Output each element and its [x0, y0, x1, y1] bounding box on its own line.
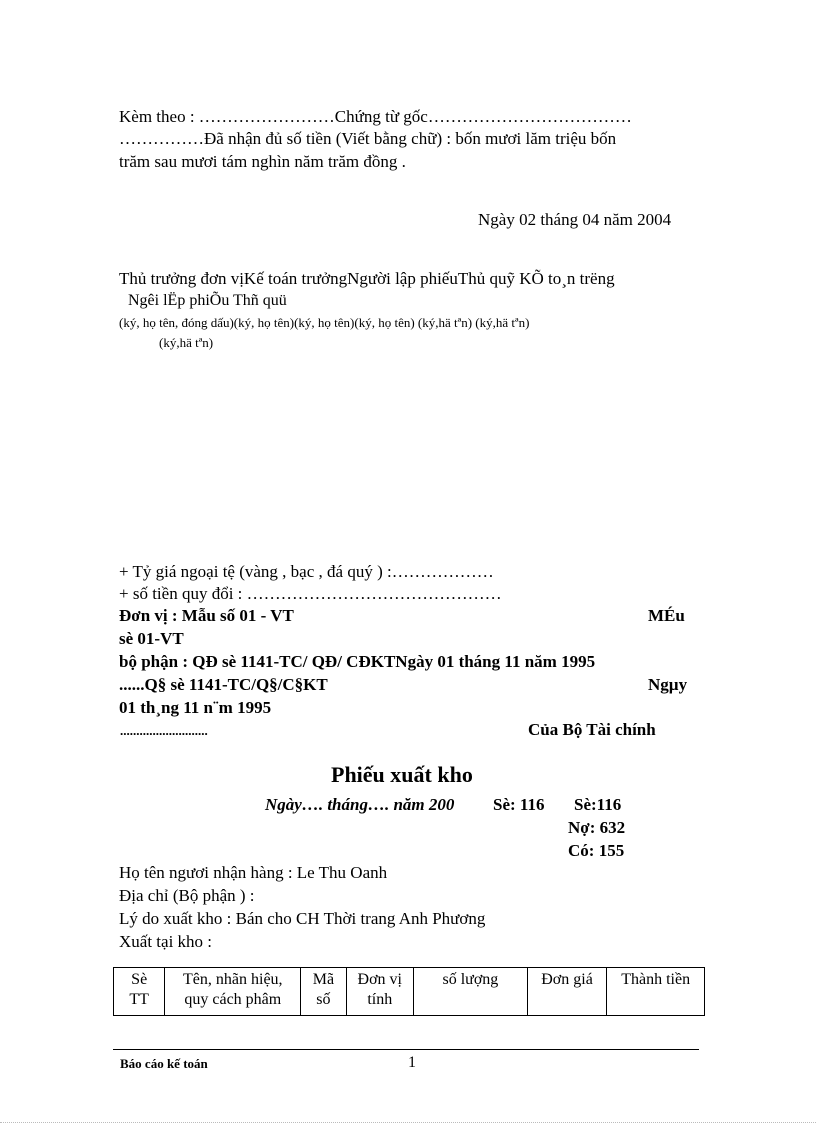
col-code	[301, 968, 346, 1016]
ministry-label: Của Bộ Tài chính	[528, 720, 656, 739]
credit-account: Có: 155	[568, 841, 625, 860]
items-table	[113, 967, 705, 1016]
col-stt-line1: Sè	[131, 971, 148, 988]
amount-in-words-line: ……………Đã nhận đủ số tiền (Viết bằng chữ) : bốn mươi lăm triệu bốn	[119, 129, 617, 148]
department-header: bộ phận : QĐ sè 1141-TC/ QĐ/ CĐKTNgày 01 tháng 11 năm 1995	[119, 652, 596, 671]
col-unit-line1: Đơn vị	[357, 971, 402, 988]
form-number: sè 01-VT	[119, 629, 184, 648]
slip-date: Ngày…. tháng…. năm 200	[265, 795, 455, 814]
slip-number-2: Sè:116	[574, 795, 622, 814]
col-name-line2: quy cách phâm	[184, 991, 282, 1008]
table-header-row	[114, 968, 705, 1016]
signature-titles-2: Ngêi lËp phiÕu Thñ quü	[128, 292, 287, 309]
signature-notes-2: (ký,hä tªn)	[159, 335, 214, 350]
decision-reference: ......Q§ sè 1141-TC/Q§/C§KT	[119, 675, 328, 694]
signature-notes: (ký, họ tên, đóng dấu)(ký, họ tên)(ký, họ tên)(ký, họ tên) (ký,hä tªn) (ký,hä tªn)	[119, 315, 530, 330]
col-stt	[114, 968, 165, 1016]
amount-in-words-cont: trăm sau mươi tám nghìn năm trăm đồng .	[119, 152, 406, 171]
col-unit-price: Đơn giá	[527, 968, 607, 1016]
col-unit	[346, 968, 413, 1016]
attachment-line: Kèm theo : ……………………Chứng từ gốc………………………………	[119, 107, 632, 126]
col-code-line2: số	[316, 991, 331, 1008]
debit-account: Nợ: 632	[568, 818, 626, 837]
footer-divider	[113, 1049, 699, 1050]
page-title: Phiếu xuất kho	[331, 762, 473, 787]
col-unit-line2: tính	[367, 991, 393, 1008]
unit-header: Đơn vị : Mẫu số 01 - VT	[119, 606, 294, 625]
form-label-right: MÉu	[648, 606, 685, 625]
document-date: Ngày 02 tháng 04 năm 2004	[478, 210, 672, 229]
col-stt-line2: TT	[129, 991, 149, 1008]
slip-number: Sè: 116	[493, 795, 545, 814]
decision-date: 01 th¸ng 11 n¨m 1995	[119, 698, 272, 717]
footer-label: Báo cáo kế toán	[120, 1056, 208, 1071]
unit-dots: ...........................	[120, 723, 208, 738]
warehouse-label: Xuất tại kho :	[119, 932, 213, 951]
issue-reason: Lý do xuất kho : Bán cho CH Thời trang Anh Phương	[119, 909, 486, 928]
decision-date-label: Ngµy	[648, 675, 688, 694]
col-code-line1: Mã	[312, 971, 335, 988]
col-name-line1: Tên, nhãn hiệu,	[183, 971, 283, 988]
converted-amount-line: + số tiền quy đổi : ………………………………………	[119, 584, 502, 603]
col-quantity: số lượng	[414, 968, 528, 1016]
col-name	[165, 968, 301, 1016]
page-number: 1	[408, 1054, 416, 1071]
recipient-name: Họ tên ngươi nhận hàng : Le Thu Oanh	[119, 863, 388, 882]
exchange-rate-line: + Tỷ giá ngoại tệ (vàng , bạc , đá quý ) :………………	[119, 562, 494, 581]
signature-titles: Thủ trưởng đơn vịKế toán trưởngNgười lập phiếuThủ quỹ KÕ to¸n trëng	[119, 269, 615, 288]
col-total: Thành tiền	[607, 968, 705, 1016]
recipient-address: Địa chỉ (Bộ phận ) :	[119, 886, 255, 905]
